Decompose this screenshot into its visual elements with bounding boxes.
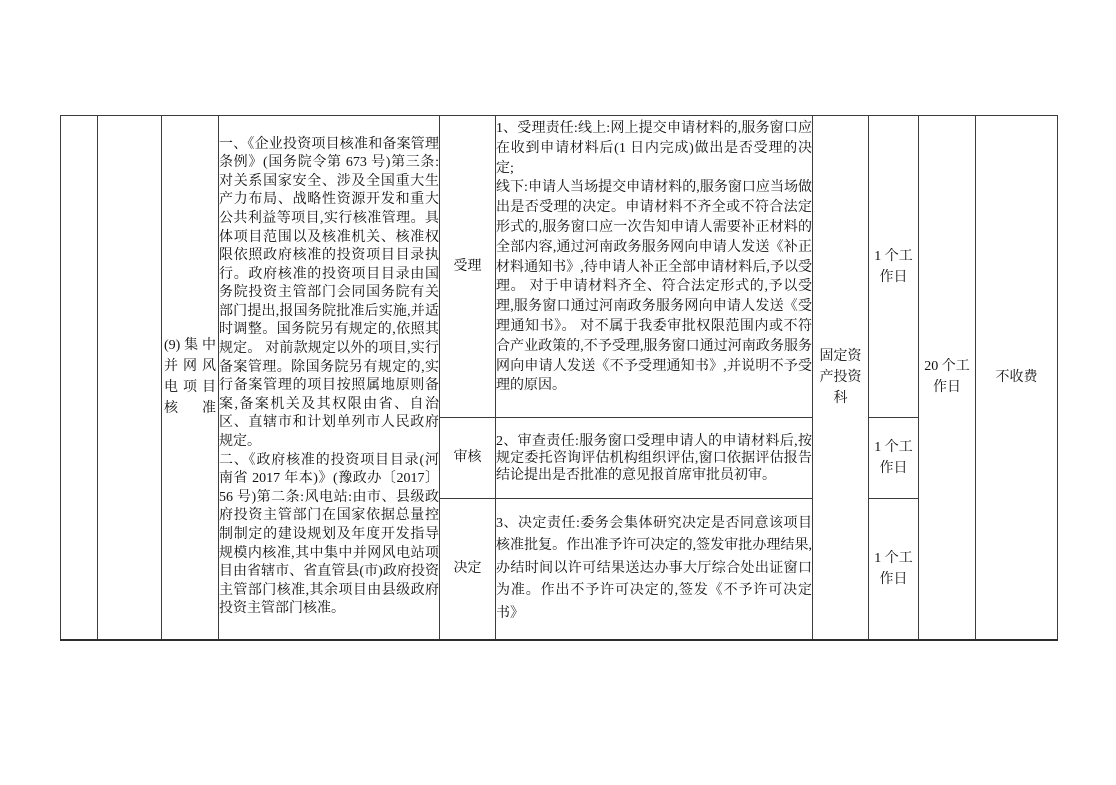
department-cell xyxy=(813,116,869,640)
item-name: (9)集中并网风电项目核准 xyxy=(164,338,216,417)
item-name-cell xyxy=(162,116,219,640)
total-duration: 20 个工作日 xyxy=(924,359,970,396)
total-duration-cell xyxy=(919,116,976,640)
approval-item-table xyxy=(60,115,1058,641)
duty-decide-para-1: 3、决定责任:委务会集体研究决定是否同意该项目核准批复。作出准予许可决定的,签发审批办理结果,办结时间以许可结果送达办事大厅综合处出证窗口为准。作出不予许可决定的,签发《不予许可决定书》 xyxy=(496,515,812,621)
duty-accept-para-1: 1、受理责任:线上:网上提交申请材料的,服务窗口应在收到申请材料后(1 日内完成)做出是否受理的决定; xyxy=(496,121,812,176)
stage-duration-accept: 1 个工作日 xyxy=(869,116,919,418)
duty-review-para-1: 2、审查责任:服务窗口受理申请人的申请材料后,按规定委托咨询评估机构组织评估,窗口依据评估报告结论提出是否批准的意见报首席审批员初审。 xyxy=(496,433,812,483)
duty-accept-para-2: 线下:申请人当场提交申请材料的,服务窗口应当场做出是否受理的决定。申请材料不齐全或不符合法定形式的,服务窗口应一次告知申请人需要补正材料的全部内容,通过河南政务服务网向申请人发送《补正材料通知书》,待申请人补正全部申请材料后,予以受理。 对于申请材料齐全、符合法定形式的,予以受理,服务窗口通过河南政务服务网向申请人发送《受理通知书》。 对不属于我委审批权限范围内或不符合产业政策的,不予受理,服务窗口通过河南政务服务网向申请人发送《不予受理通知书》,并说明不予受理的原因。 xyxy=(496,180,812,394)
duty-decide-cell xyxy=(496,499,813,640)
stage-label-accept: 受理 xyxy=(440,116,496,418)
stage-label-review: 审核 xyxy=(440,418,496,499)
fee-text: 不收费 xyxy=(995,369,1038,385)
stage-label-decide: 决定 xyxy=(440,499,496,640)
legal-basis-cell xyxy=(219,116,440,640)
duty-review-cell xyxy=(496,418,813,499)
legal-basis-para-1: 一、《企业投资项目核准和备案管理条例》(国务院令第 673 号)第三条:对关系国家安全、涉及全国重大生产力布局、战略性资源开发和重大公共利益等项目,实行核准管理。具体项目范围以及核准机关、核准权限依照政府核准的投资项目目录执行。政府核准的投资项目目录由国务院投资主管部门会同国务院有关部门提出,报国务院批准后实施,并适时调整。国务院另有规定的,依照其规定。 对前款规定以外的项目,实行备案管理。除国务院另有规定的,实行备案管理的项目按照属地原则备案,备案机关及其权限由省、自治区、直辖市和计划单列市人民政府规定。 xyxy=(219,136,439,450)
empty-cell-col1 xyxy=(61,116,98,640)
duty-accept-cell xyxy=(496,116,813,418)
fee-cell xyxy=(976,116,1058,640)
empty-cell-col2 xyxy=(98,116,162,640)
stage-duration-review: 1 个工作日 xyxy=(869,418,919,499)
department-name: 固定资产投资科 xyxy=(819,348,862,406)
legal-basis-para-2: 二、《政府核准的投资项目目录(河南省 2017 年本)》(豫政办〔2017〕56 号)第二条:风电站:由市、县级政府投资主管部门在国家依据总量控制制定的建设规划及年度开发指导规模内核准,其中集中并网风电站项目由省辖市、省直管县(市)政府投资主管部门核准,其余项目由县级政府投资主管部门核准。 xyxy=(219,452,439,617)
stage-duration-decide: 1 个工作日 xyxy=(869,499,919,640)
